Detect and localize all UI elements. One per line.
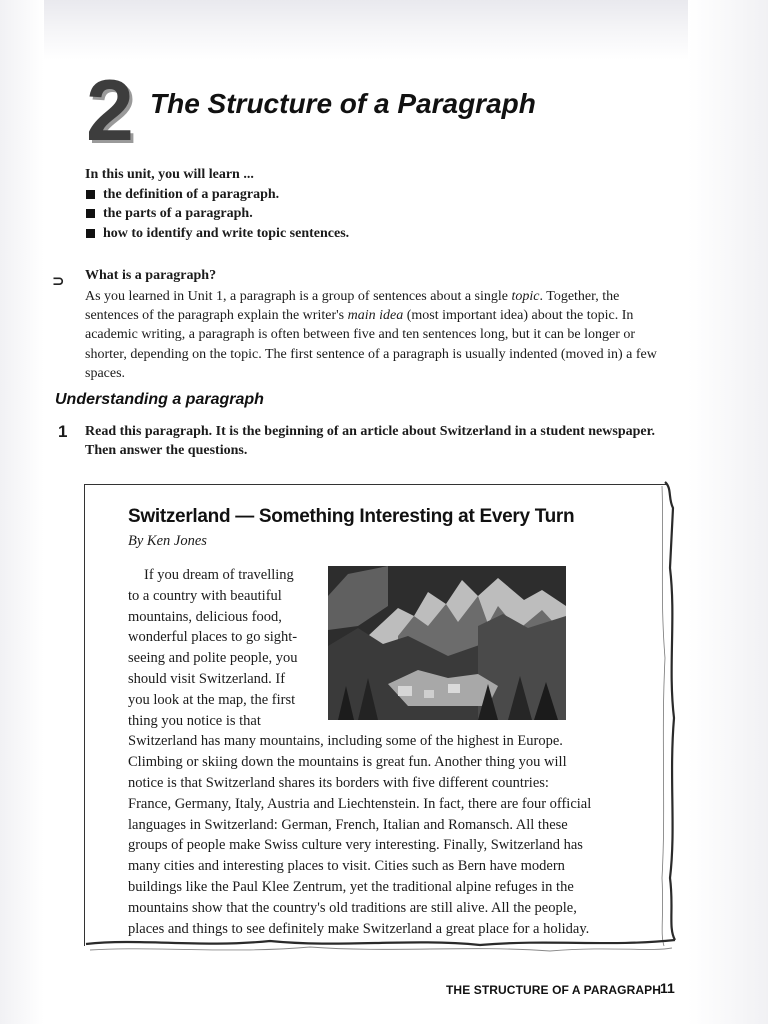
what-is-heading: What is a paragraph? <box>85 268 217 283</box>
article-line: If you dream of travelling <box>144 567 294 583</box>
article-line: should visit Switzerland. If <box>128 670 286 687</box>
square-bullet-icon <box>86 229 95 238</box>
page-right-shadow <box>688 0 768 1024</box>
article-line: Climbing or skiing down the mountains is great fun. Another thing you will <box>128 754 567 771</box>
page-top-shadow <box>0 0 768 60</box>
running-footer-title: THE STRUCTURE OF A PARAGRAPH <box>446 983 662 997</box>
article-line: many cities and interesting places to visit. Cities such as Bern have modern <box>128 858 565 875</box>
article-line: seeing and polite people, you <box>128 650 298 667</box>
objectives-list <box>85 185 349 244</box>
article-body <box>128 565 591 939</box>
curved-arrow-icon: ⊃ <box>52 272 65 290</box>
article-line: to a country with beautiful <box>128 587 282 604</box>
article-line: places and things to see definitely make Switzerland a great place for a holiday. <box>128 920 590 937</box>
article-line: Switzerland has many mountains, including some of the highest in Europe. <box>128 733 563 750</box>
article-line: you look at the map, the first <box>128 691 296 708</box>
article-line: mountains show that the country's old traditions are still alive. All the people, <box>128 899 577 916</box>
article-line: groups of people make Swiss culture very interesting. Finally, Switzerland has <box>128 837 583 854</box>
exercise-number: 1 <box>58 422 68 441</box>
page-number: 11 <box>660 980 675 996</box>
objective-item: how to identify and write topic sentences. <box>85 224 349 244</box>
article-line: mountains, delicious food, <box>128 608 282 625</box>
section-heading: Understanding a paragraph <box>55 391 264 408</box>
square-bullet-icon <box>86 190 95 199</box>
article-line: buildings like the Paul Klee Zentrum, yet the traditional alpine refuges in the <box>128 878 574 895</box>
learning-objectives <box>85 165 349 243</box>
article-line: languages in Switzerland: German, French, Italian and Romansch. All these <box>128 816 568 833</box>
article-line: thing you notice is that <box>128 712 261 729</box>
what-is-body: As you learned in Unit 1, a paragraph is a group of sentences about a single topic. Together, the sentences of the paragraph explain the writer's main idea (most important idea) about the topic. In academic writing, a paragraph is often between five and ten sentences long, but it can be longer or shorter, depending on the topic. The first sentence of a paragraph is usually indented (moved in) a few spaces. <box>85 289 657 381</box>
article-byline: By Ken Jones <box>128 533 207 549</box>
square-bullet-icon <box>86 209 95 218</box>
objective-item: the parts of a paragraph. <box>85 204 349 224</box>
page-left-shadow <box>0 0 44 1024</box>
exercise-instruction: Read this paragraph. It is the beginning of an article about Switzerland in a student newspaper. Then answer the questions. <box>85 424 656 458</box>
unit-number: 2 <box>86 63 132 159</box>
article-line: wonderful places to go sight- <box>128 629 298 646</box>
term-main-idea: main idea <box>347 308 404 324</box>
term-topic: topic <box>511 289 540 304</box>
objectives-lead: In this unit, you will learn ... <box>85 167 254 182</box>
objective-item: the definition of a paragraph. <box>85 185 349 205</box>
unit-title: The Structure of a Paragraph <box>150 88 536 119</box>
article-line: notice is that Switzerland shares its borders with five different countries: <box>128 774 549 791</box>
article-title: Switzerland — Something Interesting at Every Turn <box>128 506 575 527</box>
article-line: France, Germany, Italy, Austria and Liechtenstein. In fact, there are four official <box>128 795 592 812</box>
